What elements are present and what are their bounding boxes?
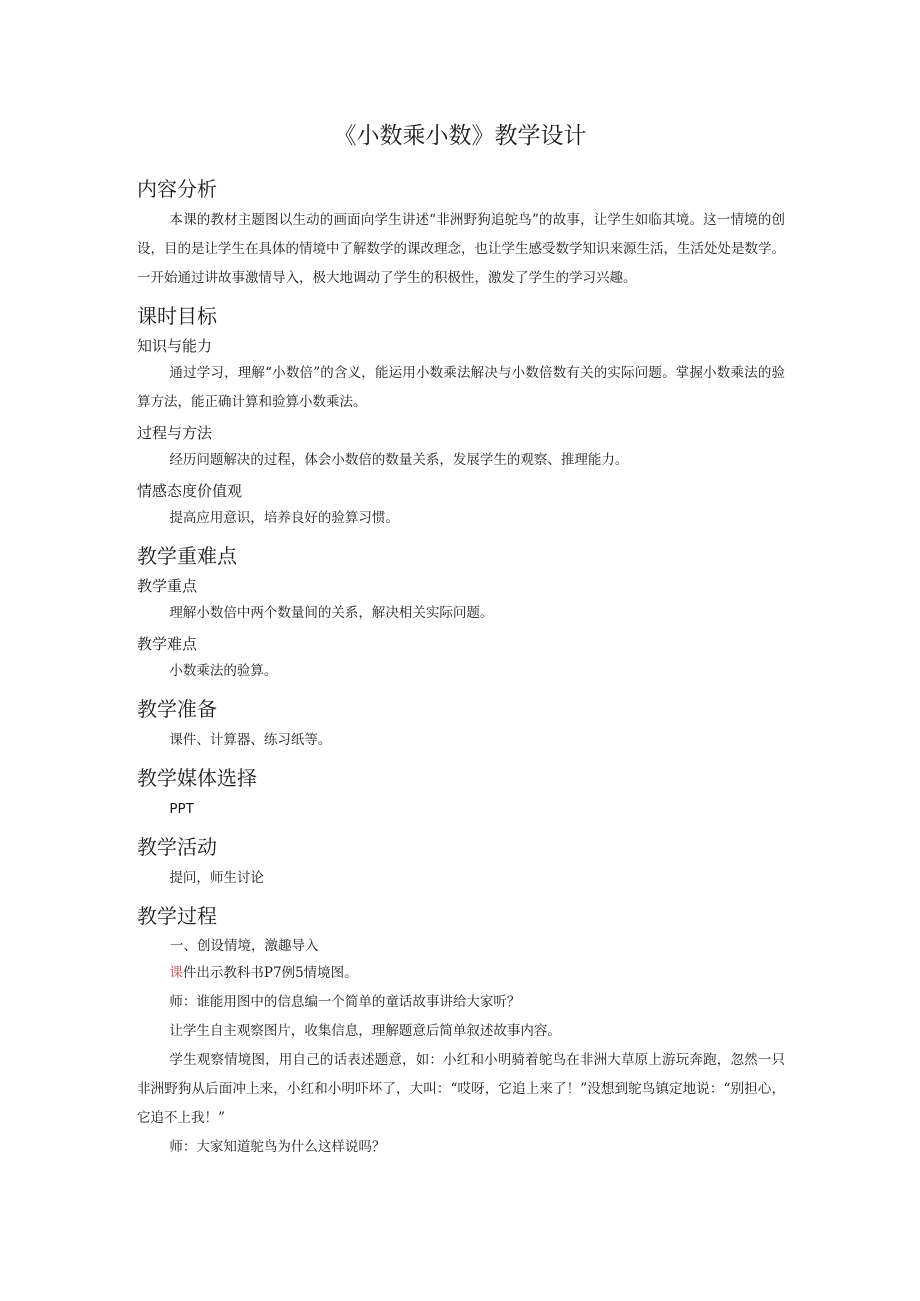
attitude-text: 提高应用意识，培养良好的验算习惯。 [169,510,399,526]
preparation-text: 课件、计算器、练习纸等。 [169,732,332,748]
process-line-2: 师：谁能用图中的信息编一个简单的童话故事讲给大家听？ [169,994,521,1010]
section-heading-key-points: 教学重难点 [137,544,237,568]
document-body [137,172,785,1162]
process-step-1-heading: 一、创设情境，激趣导入 [170,938,319,954]
process-method-text: 经历问题解决的过程，体会小数倍的数量关系，发展学生的观察、推理能力。 [169,452,629,468]
subheading-attitude: 情感态度价值观 [137,482,243,500]
process-line-1 [137,959,785,988]
document-title: 《小数乘小数》教学设计 [333,123,587,149]
process-line-5: 师：大家知道鸵鸟为什么这样说吗？ [169,1139,386,1155]
process-line-3: 让学生自主观察图片，收集信息，理解题意后简单叙述故事内容。 [169,1023,561,1039]
section-heading-content-analysis: 内容分析 [137,177,217,201]
knowledge-text: 通过学习，理解“小数倍”的含义，能运用小数乘法解决与小数倍数有关的实际问题。掌握小数乘法的验算方法，能正确计算和验算小数乘法。 [137,365,785,410]
section-heading-media: 教学媒体选择 [137,766,257,790]
process-line-1-rest: 件出示教科书P7例5情境图。 [182,965,358,981]
difficult-text: 小数乘法的验算。 [169,663,278,679]
content-analysis-text: 本课的教材主题图以生动的画面向学生讲述“非洲野狗追鸵鸟”的故事，让学生如临其境。这一情境的创设，目的是让学生在具体的情境中了解数学的课改理念，也让学生感受数学知识来源生活，生活处处是数学。一开始通过讲故事激情导入，极大地调动了学生的积极性，激发了学生的学习兴趣。 [137,212,785,286]
media-text: PPT [169,801,194,817]
process-line-4: 学生观察情境图，用自己的话表述题意，如：小红和小明骑着鸵鸟在非洲大草原上游玩奔跑，忽然一只非洲野狗从后面冲上来，小红和小明吓坏了，大叫：“哎呀，它追上来了！”没想到鸵鸟镇定地说：“别担心，它追不上我！” [137,1052,785,1126]
subheading-important: 教学重点 [137,577,198,595]
subheading-difficult: 教学难点 [137,635,198,653]
accent-char: 课 [169,965,183,981]
section-heading-objectives: 课时目标 [137,304,217,328]
important-text: 理解小数倍中两个数量间的关系，解决相关实际问题。 [169,605,494,621]
subheading-process-method: 过程与方法 [137,424,213,442]
section-heading-preparation: 教学准备 [137,697,217,721]
activity-text: 提问，师生讨论 [169,870,264,886]
subheading-knowledge: 知识与能力 [137,337,213,355]
section-heading-process: 教学过程 [137,904,217,928]
section-heading-activity: 教学活动 [137,835,217,859]
